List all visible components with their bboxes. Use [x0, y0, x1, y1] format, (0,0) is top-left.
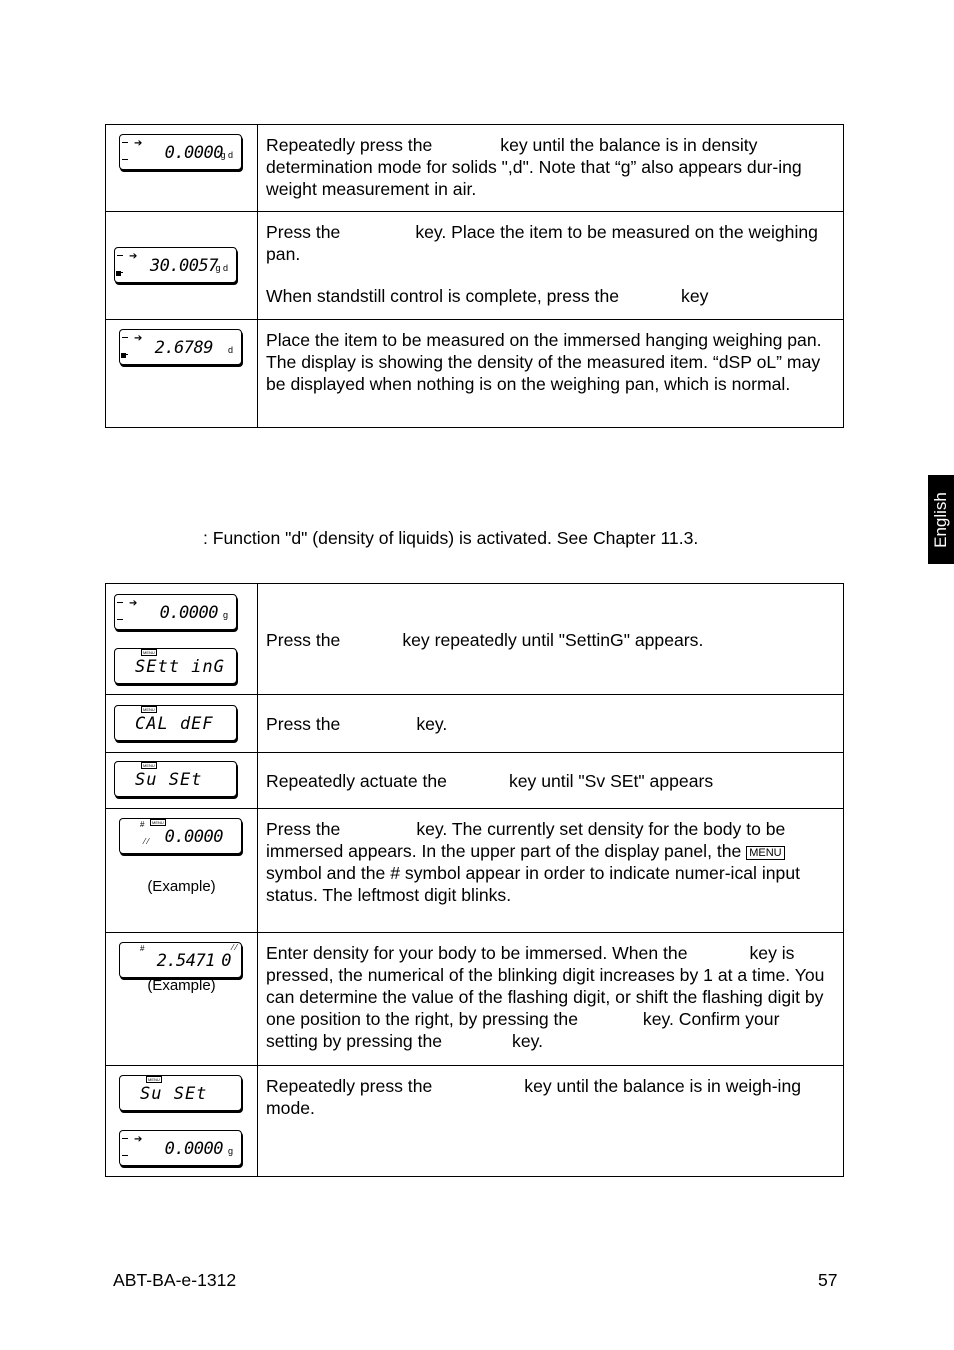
blink-indicator-icon: ⁄ ⁄: [232, 943, 237, 952]
language-tab-label: English: [931, 491, 950, 548]
display-cell: [106, 320, 258, 428]
display-cell: [106, 809, 258, 933]
display-value: 0.0000: [159, 603, 218, 623]
arrow-icon: ➔: [129, 598, 138, 609]
instruction-text: Press the key. The currently set density for the body to be immersed appears. In the upper part of the display panel, the MENU symbol and the # symbol appear in order to indicate numer-ical input status. The leftmost digit blinks.: [258, 809, 844, 933]
display-unit: d: [227, 345, 233, 355]
display-value: Su SEt: [140, 1084, 208, 1104]
menu-key-icon: MENU: [746, 846, 784, 860]
lcd-display: [119, 942, 242, 978]
display-cell: [106, 125, 258, 212]
display-cell: [106, 933, 258, 1066]
display-cell: [106, 695, 258, 753]
language-tab: [928, 475, 954, 564]
instruction-text: Repeatedly actuate the key until "Sv SEt" appears: [258, 753, 844, 809]
hash-icon: #: [140, 944, 145, 953]
menu-indicator-icon: MENU: [152, 820, 164, 825]
blink-indicator-icon: ⁄ ⁄: [144, 837, 149, 846]
table-row: [106, 125, 844, 212]
display-value: 0.0000: [164, 1139, 223, 1159]
display-unit: g: [227, 1146, 233, 1156]
mode-note: : Function "d" (density of liquids) is activated. See Chapter 11.3.: [203, 528, 699, 548]
table-row: [106, 584, 844, 695]
lcd-display: [114, 594, 237, 630]
display-cell: [106, 753, 258, 809]
page-number: 57: [818, 1270, 838, 1290]
lcd-display: [119, 134, 242, 170]
menu-indicator-icon: MENU: [143, 763, 155, 768]
display-value: Su SEt: [135, 770, 203, 790]
display-value: 2.5471: [156, 951, 215, 971]
lcd-display: [119, 818, 242, 854]
lcd-display: [119, 329, 242, 365]
instruction-text: Press the key repeatedly until "SettinG" appears.: [258, 584, 844, 695]
menu-indicator-icon: MENU: [143, 707, 155, 712]
instruction-text: Repeatedly press the key until the balance is in density determination mode for solids ",d". Note that “g” also appears dur-ing weight measurement in air.: [258, 125, 844, 212]
table-row: [106, 1066, 844, 1177]
lcd-display: [114, 705, 237, 741]
menu-indicator-icon: MENU: [143, 650, 155, 655]
example-caption: (Example): [147, 977, 216, 994]
arrow-icon: ➔: [134, 333, 143, 344]
display-unit: g d: [215, 263, 228, 273]
instruction-text: Press the key.: [258, 695, 844, 753]
lcd-display: [119, 1130, 242, 1166]
hash-icon: #: [140, 820, 145, 829]
lcd-display: [114, 247, 237, 283]
table-row: [106, 809, 844, 933]
instruction-text: Press the key. Place the item to be measured on the weighing pan. When standstill control is complete, press the key: [258, 212, 844, 320]
display-value: 0.0000: [164, 143, 223, 163]
table-row: [106, 212, 844, 320]
lcd-display: [119, 1075, 242, 1111]
table-row: [106, 933, 844, 1066]
blinking-digit: 0: [221, 951, 231, 971]
display-unit: g d: [220, 150, 233, 160]
display-cell: [106, 212, 258, 320]
display-value: 30.0057: [149, 256, 218, 276]
display-value: CAL dEF: [135, 714, 214, 734]
lcd-display: [114, 648, 237, 684]
table-row: [106, 753, 844, 809]
display-value: 0.0000: [164, 827, 223, 847]
table-row: [106, 320, 844, 428]
display-value: SEtt inG: [135, 657, 225, 677]
example-caption: (Example): [147, 878, 216, 895]
stability-icon: [121, 353, 126, 358]
table-row: [106, 695, 844, 753]
display-cell: [106, 1066, 258, 1177]
instruction-text: Enter density for your body to be immersed. When the key is pressed, the numerical of the blinking digit increases by 1 at a time. You can determine the value of the flashing digit, or shift the flashing digit by one position to the right, by pressing the key. Confirm your setting by pressing the key.: [258, 933, 844, 1066]
display-value: 2.6789: [154, 338, 213, 358]
density-solids-steps-table: [105, 124, 844, 428]
display-cell: [106, 584, 258, 695]
menu-indicator-icon: MENU: [148, 1077, 160, 1082]
hash-symbol: #: [390, 863, 401, 883]
stability-icon: [116, 271, 121, 276]
arrow-icon: ➔: [134, 138, 143, 149]
arrow-icon: ➔: [134, 1134, 143, 1145]
arrow-icon: ➔: [129, 251, 138, 262]
density-liquid-setup-table: [105, 583, 844, 1177]
lcd-display: [114, 761, 237, 797]
instruction-text: Place the item to be measured on the immersed hanging weighing pan. The display is showing the density of the measured item. “dSP oL” may be displayed when nothing is on the weighing pan, which is normal.: [258, 320, 844, 428]
document-id: ABT-BA-e-1312: [113, 1270, 237, 1290]
instruction-text: Repeatedly press the key until the balance is in weigh-ing mode.: [258, 1066, 844, 1177]
display-unit: g: [222, 610, 228, 620]
